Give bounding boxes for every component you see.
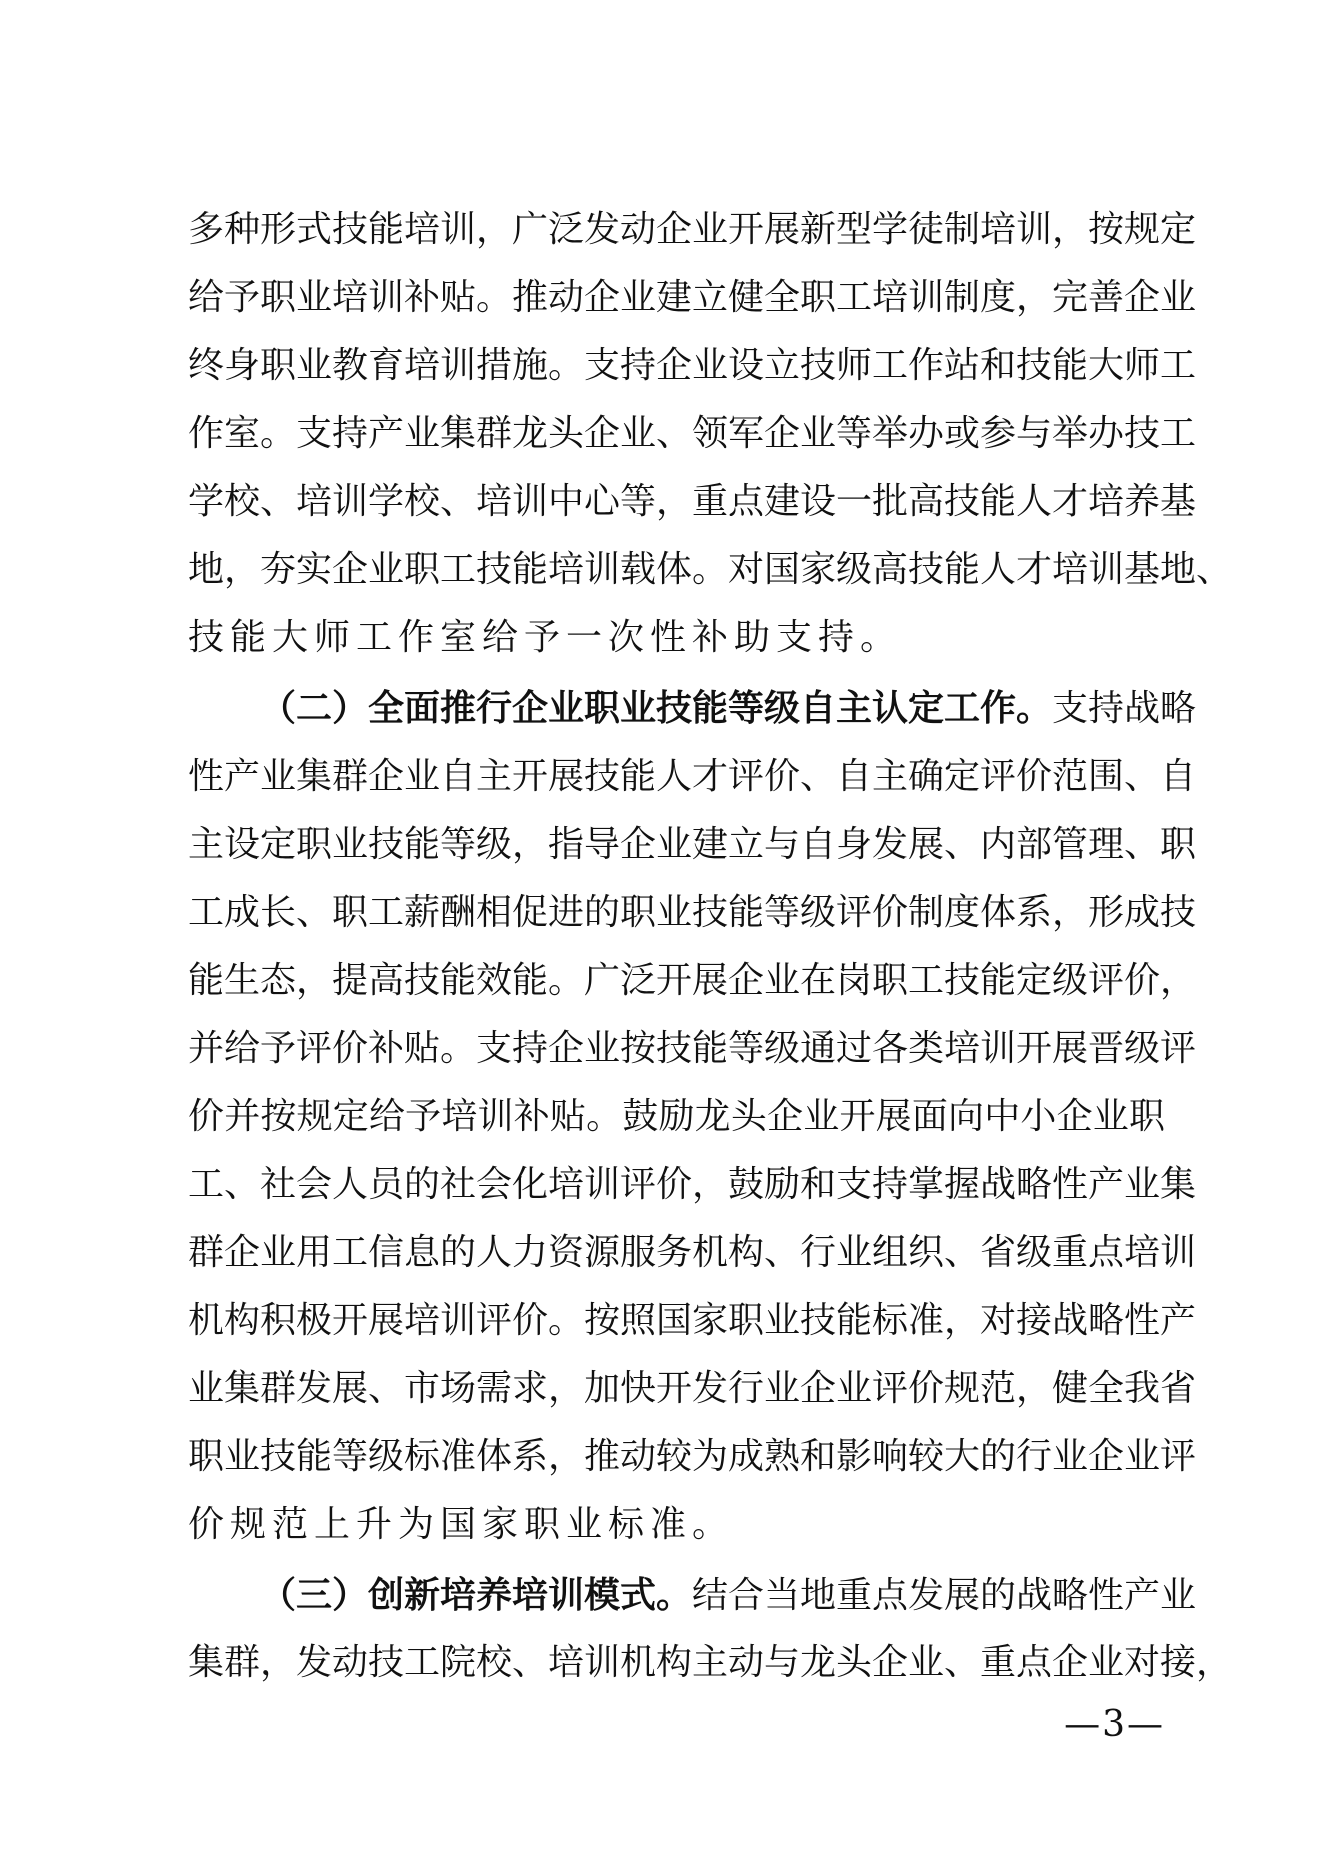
paragraph-line: 给予职业培训补贴。推动企业建立健全职工培训制度，完善企业 <box>188 277 1197 318</box>
paragraph-line: 技能大师工作室给予一次性补助支持。 <box>188 617 903 658</box>
paragraph-line: 群企业用工信息的人力资源服务机构、行业组织、省级重点培训 <box>188 1232 1197 1273</box>
paragraph-line: 终身职业教育培训措施。支持企业设立技师工作站和技能大师工 <box>188 345 1197 386</box>
paragraph-line: 价规范上升为国家职业标准。 <box>188 1504 735 1545</box>
paragraph-line: 工、社会人员的社会化培训评价，鼓励和支持掌握战略性产业集 <box>188 1164 1197 1205</box>
paragraph-line: 作室。支持产业集群龙头企业、领军企业等举办或参与举办技工 <box>188 413 1197 454</box>
paragraph-line: 机构积极开展培训评价。按照国家职业技能标准，对接战略性产 <box>188 1300 1197 1341</box>
paragraph-line: 价并按规定给予培训补贴。鼓励龙头企业开展面向中小企业职 <box>188 1096 1165 1137</box>
paragraph-line: 性产业集群企业自主开展技能人才评价、自主确定评价范围、自 <box>188 756 1197 797</box>
paragraph-line: 工成长、职工薪酬相促进的职业技能等级评价制度体系，形成技 <box>188 892 1197 933</box>
section-3-heading-line <box>260 1560 1197 1630</box>
section-3-text: 结合当地重点发展的战略性产业 <box>692 1575 1197 1616</box>
section-2-text: 支持战略 <box>1052 688 1197 729</box>
paragraph-line: 地，夯实企业职工技能培训载体。对国家级高技能人才培训基地、 <box>188 549 1233 590</box>
section-2-heading-line <box>260 673 1197 743</box>
section-2-heading: （二）全面推行企业职业技能等级自主认定工作。 <box>260 687 1053 729</box>
paragraph-line: 能生态，提高技能效能。广泛开展企业在岗职工技能定级评价， <box>188 960 1197 1001</box>
paragraph-line: 职业技能等级标准体系，推动较为成熟和影响较大的行业企业评 <box>188 1436 1197 1477</box>
paragraph-line: 并给予评价补贴。支持企业按技能等级通过各类培训开展晋级评 <box>188 1028 1197 1069</box>
paragraph-line: 集群，发动技工院校、培训机构主动与龙头企业、重点企业对接， <box>188 1642 1233 1683</box>
paragraph-line: 学校、培训学校、培训中心等，重点建设一批高技能人才培养基 <box>188 481 1197 522</box>
paragraph-line: 主设定职业技能等级，指导企业建立与自身发展、内部管理、职 <box>188 824 1197 865</box>
page-number: —3— <box>1064 1704 1165 1745</box>
section-3-heading: （三）创新培养培训模式。 <box>260 1574 693 1616</box>
paragraph-line: 业集群发展、市场需求，加快开发行业企业评价规范，健全我省 <box>188 1368 1197 1409</box>
paragraph-line: 多种形式技能培训，广泛发动企业开展新型学徒制培训，按规定 <box>188 209 1197 250</box>
